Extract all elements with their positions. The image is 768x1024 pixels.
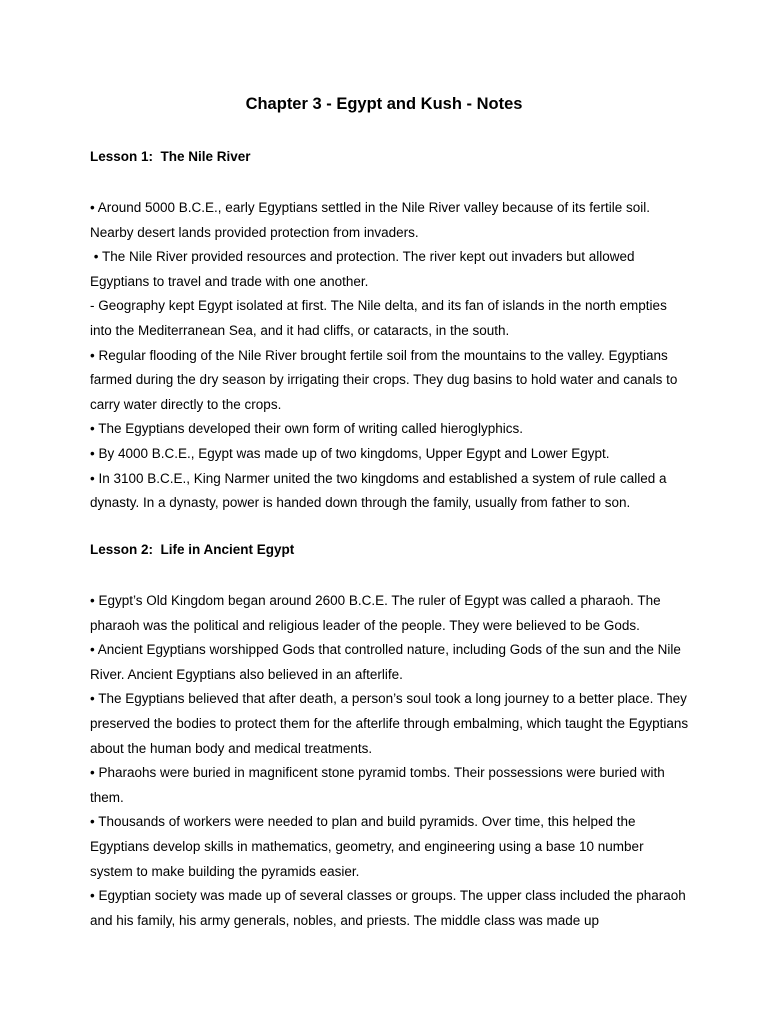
note-paragraph: • Thousands of workers were needed to plan and build pyramids. Over time, this helped the Egyptians develop skills in mathematics, geometry, and engineering using a base 10 number system to make building the pyramids easier. <box>90 814 644 879</box>
note-paragraph: • Egyptian society was made up of several classes or groups. The upper class included the pharaoh and his family, his army generals, nobles, and priests. The middle class was made up <box>90 888 686 928</box>
note-paragraph: • The Nile River provided resources and protection. The river kept out invaders but allowed Egyptians to travel and trade with one another. <box>90 249 639 289</box>
page-title: Chapter 3 - Egypt and Kush - Notes <box>245 95 523 113</box>
note-paragraph: • Around 5000 B.C.E., early Egyptians settled in the Nile River valley because of its fertile soil. Nearby desert lands provided protection from invaders. <box>90 200 651 240</box>
lesson-1-section <box>90 147 690 516</box>
lesson-2-heading: Lesson 2: Life in Ancient Egypt <box>90 542 295 557</box>
note-paragraph: • The Egyptians developed their own form of writing called hieroglyphics. <box>90 421 523 437</box>
note-paragraph: • The Egyptians believed that after death, a person’s soul took a long journey to a better place. They preserved the bodies to protect them for the afterlife through embalming, which taught the Egyptians about the human body and medical treatments. <box>90 691 689 756</box>
lesson-2-notes <box>90 589 690 933</box>
note-paragraph: • Pharaohs were buried in magnificent stone pyramid tombs. Their possessions were buried with them. <box>90 765 665 805</box>
note-paragraph: • By 4000 B.C.E., Egypt was made up of two kingdoms, Upper Egypt and Lower Egypt. <box>90 445 610 461</box>
note-paragraph: • In 3100 B.C.E., King Narmer united the two kingdoms and established a system of rule called a dynasty. In a dynasty, power is handed down through the family, usually from father to son. <box>90 470 667 511</box>
lesson-1-notes <box>90 196 690 516</box>
note-paragraph: • Egypt’s Old Kingdom began around 2600 B.C.E. The ruler of Egypt was called a pharaoh. The pharaoh was the political and religious leader of the people. They were believed to be Gods. <box>90 593 661 633</box>
lesson-1-heading: Lesson 1: The Nile River <box>90 149 251 164</box>
note-paragraph: • Ancient Egyptians worshipped Gods that controlled nature, including Gods of the sun and the Nile River. Ancient Egyptians also believed in an afterlife. <box>90 642 681 682</box>
note-paragraph: • Regular flooding of the Nile River brought fertile soil from the mountains to the valley. Egyptians farmed during the dry season by irrigating their crops. They dug basins to hold water and canals to carry water directly to the crops. <box>90 347 678 412</box>
lesson-2-section <box>90 540 690 933</box>
note-paragraph: - Geography kept Egypt isolated at first. The Nile delta, and its fan of islands in the north empties into the Mediterranean Sea, and it had cliffs, or cataracts, in the south. <box>90 298 667 338</box>
